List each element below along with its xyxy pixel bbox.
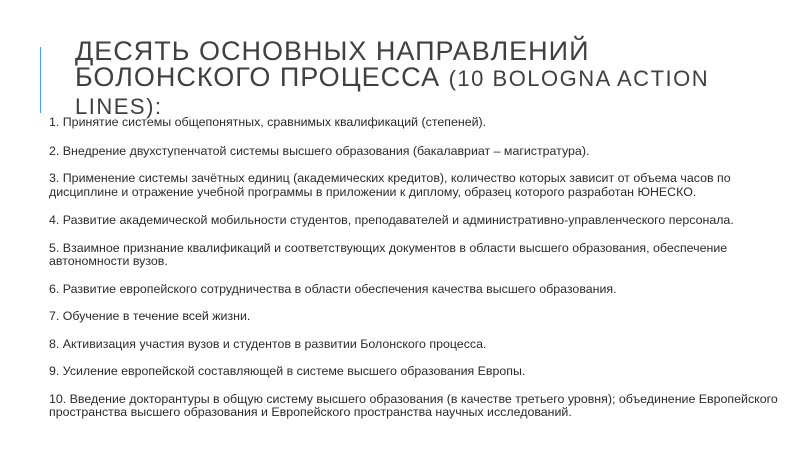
slide-title [75,38,785,120]
list-item: 5. Взаимное признание квалификаций и соответствующих документов в области высшего образования, обеспечение автономности вузов. [49,240,728,268]
list-item: 7. Обучение в течение всей жизни. [49,309,251,323]
title-subtitle: (10 BOLOGNA ACTION LINES): [75,66,710,119]
list-item: 10. Введение докторантуры в общую систему высшего образования (в качестве третьего уровня); объединение Европейского пространства высшего образования и Европейского пространства научных исследований. [49,391,778,419]
list-item: 3. Применение системы зачётных единиц (академических кредитов), количество которых зависит от объема часов по дисциплине и отражение учебной программы в приложении к диплому, образец которого разработан ЮНЕСКО. [49,171,731,199]
list-item: 6. Развитие европейского сотрудничества в области обеспечения качества высшего образования. [49,281,617,296]
list-item: 9. Усиление европейской составляющей в системе высшего образования Европы. [49,364,526,378]
title-main: ДЕСЯТЬ ОСНОВНЫХ НАПРАВЛЕНИЙ БОЛОНСКОГО ПРОЦЕССА [75,36,590,92]
list-item: 2. Внедрение двухступенчатой системы высшего образования (бакалавриат – магистратура). [49,143,590,158]
action-lines-list [49,116,784,420]
list-item: 1. Принятие системы общепонятных, сравнимых квалификаций (степеней). [49,115,487,129]
title-accent-line [40,47,41,113]
list-item: 4. Развитие академической мобильности студентов, преподавателей и административно-управленческого персонала. [49,213,734,227]
list-item: 8. Активизация участия вузов и студентов в развитии Болонского процесса. [49,336,487,351]
